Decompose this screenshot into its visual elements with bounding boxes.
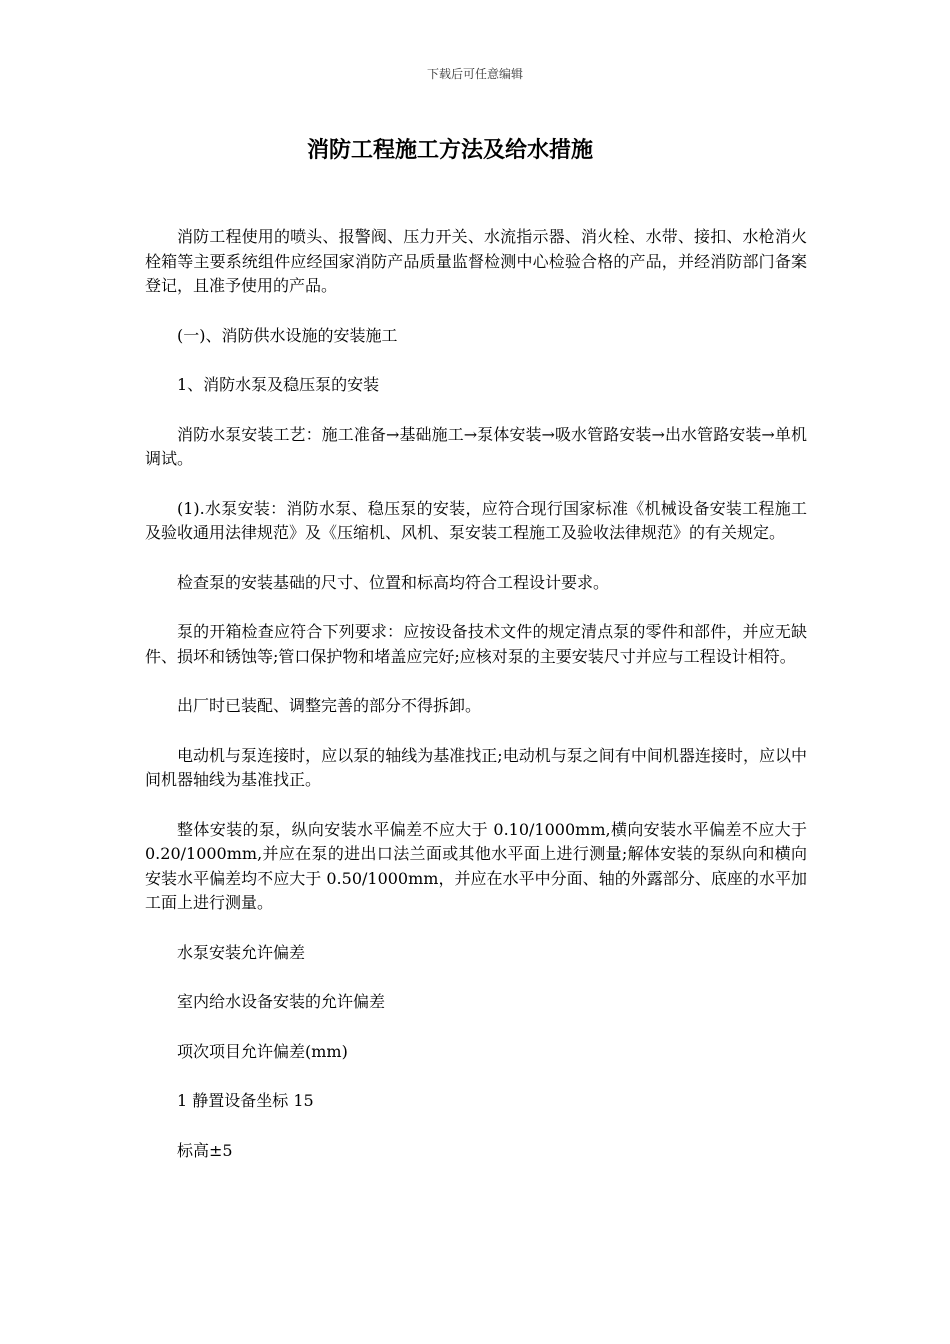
- paragraph-levelness: 整体安装的泵，纵向安装水平偏差不应大于 0.10/1000mm,横向安装水平偏差不应大于 0.20/1000mm,并应在泵的进出口法兰面或其他水平面上进行测量;解体安装的泵纵向和横向安装水平偏差均不应大于 0.50/1000mm，并应在水平中分面、轴的外露部分、底座的水平加工面上进行测量。: [145, 819, 807, 912]
- section-heading-1: (一)、消防供水设施的安装施工: [177, 325, 398, 345]
- paragraph-foundation-check: 检查泵的安装基础的尺寸、位置和标高均符合工程设计要求。: [177, 572, 610, 592]
- paragraph-alignment: 电动机与泵连接时，应以泵的轴线为基准找正;电动机与泵之间有中间机器连接时，应以中间机器轴线为基准找正。: [145, 745, 807, 789]
- paragraph-table-header: 项次项目允许偏差(mm): [177, 1041, 348, 1061]
- document-body: [145, 225, 807, 1188]
- paragraph-indoor-tolerance: 室内给水设备安装的允许偏差: [177, 992, 386, 1011]
- paragraph-intro: 消防工程使用的喷头、报警阀、压力开关、水流指示器、消火栓、水带、接扣、水枪消火栓箱等主要系统组件应经国家消防产品质量监督检测中心检验合格的产品，并经消防部门备案登记，且准予使用的产品。: [145, 227, 807, 295]
- paragraph-table-row-1: 1 静置设备坐标 15: [177, 1091, 314, 1110]
- paragraph-unpacking: 泵的开箱检查应符合下列要求：应按设备技术文件的规定清点泵的零件和部件，并应无缺件、损坏和锈蚀等;管口保护物和堵盖应完好;应核对泵的主要安装尺寸并应与工程设计相符。: [145, 622, 807, 666]
- subsection-heading-1: 1、消防水泵及稳压泵的安装: [177, 375, 380, 394]
- header-note: 下载后可任意编辑: [426, 67, 523, 81]
- document-title: 消防工程施工方法及给水措施: [306, 137, 593, 163]
- paragraph-table-row-2: 标高±5: [177, 1140, 233, 1160]
- paragraph-no-disassembly: 出厂时已装配、调整完善的部分不得拆卸。: [177, 696, 482, 715]
- paragraph-pump-install: (1).水泵安装：消防水泵、稳压泵的安装，应符合现行国家标准《机械设备安装工程施工及验收通用法律规范》及《压缩机、风机、泵安装工程施工及验收法律规范》的有关规定。: [145, 498, 807, 542]
- paragraph-tolerance-title: 水泵安装允许偏差: [177, 942, 306, 962]
- paragraph-process: 消防水泵安装工艺：施工准备→基础施工→泵体安装→吸水管路安装→出水管路安装→单机调试。: [145, 424, 807, 468]
